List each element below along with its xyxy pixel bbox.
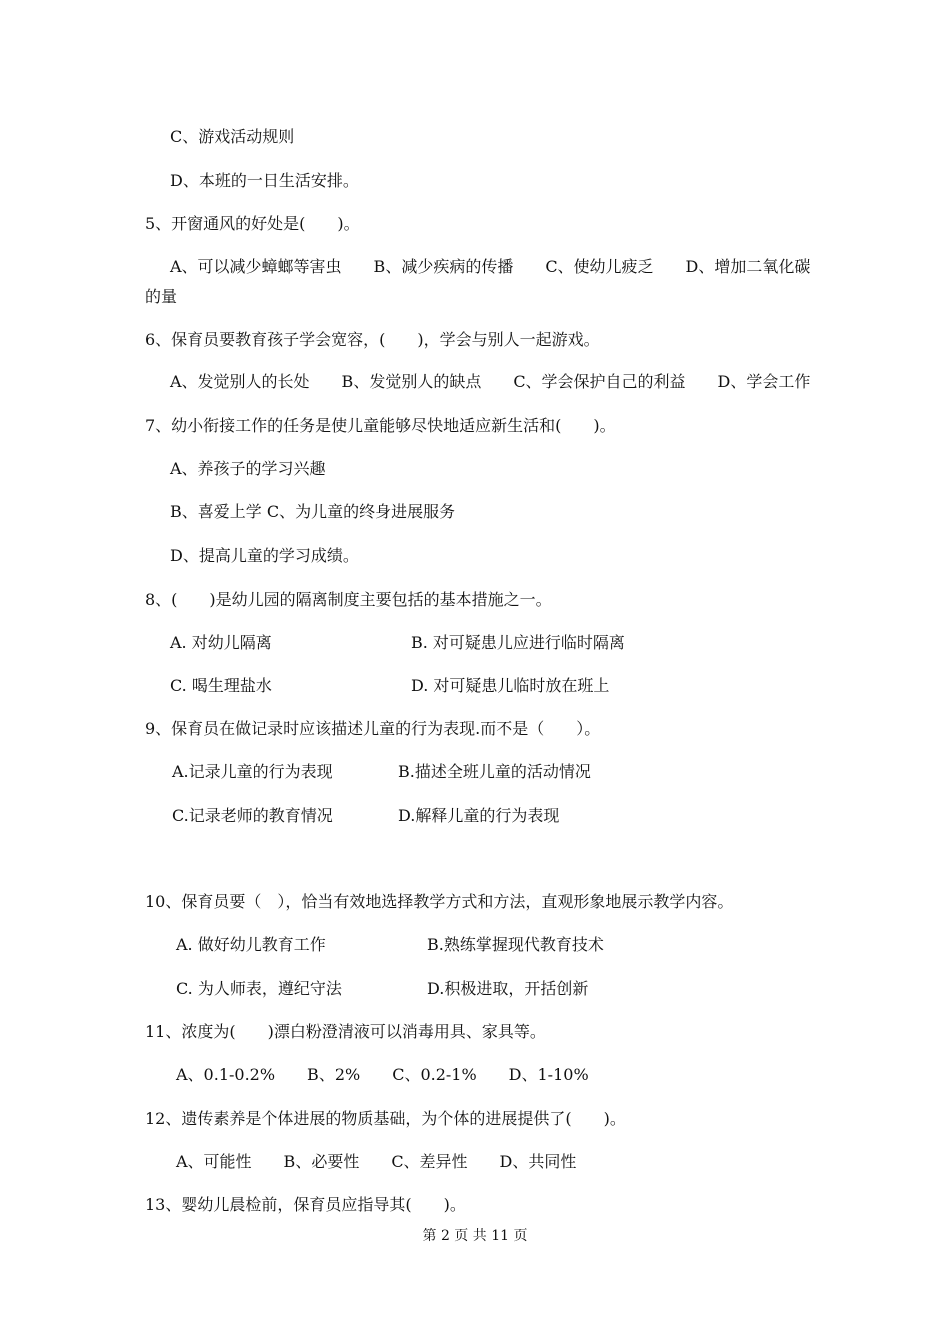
question-8-option-b: B. 对可疑患儿应进行临时隔离	[411, 633, 625, 652]
question-13: 13、婴幼儿晨检前，保育员应指导其( )。	[145, 1195, 466, 1214]
option-line: D、本班的一日生活安排。	[170, 171, 359, 190]
question-9: 9、保育员在做记录时应该描述儿童的行为表现.而不是（ ）。	[145, 719, 601, 738]
question-7: 7、幼小衔接工作的任务是使儿童能够尽快地适应新生活和( )。	[145, 416, 616, 435]
question-10-option-a: A. 做好幼儿教育工作	[176, 935, 326, 954]
question-8-option-d: D. 对可疑患儿临时放在班上	[411, 676, 610, 695]
question-10-option-b: B.熟练掌握现代教育技术	[427, 935, 604, 954]
question-10: 10、保育员要（ ），恰当有效地选择教学方式和方法，直观形象地展示教学内容。	[145, 892, 734, 911]
question-5-options-cont: 的量	[145, 287, 178, 306]
question-8-option-c: C. 喝生理盐水	[170, 676, 272, 695]
question-6: 6、保育员要教育孩子学会宽容，( )，学会与别人一起游戏。	[145, 330, 600, 349]
question-12: 12、遗传素养是个体进展的物质基础，为个体的进展提供了( )。	[145, 1109, 626, 1128]
question-8: 8、( )是幼儿园的隔离制度主要包括的基本措施之一。	[145, 590, 552, 609]
question-10-option-d: D.积极进取，开括创新	[427, 979, 589, 998]
page-footer: 第 2 页 共 11 页	[422, 1228, 528, 1244]
question-7-option-bc: B、喜爱上学 C、为儿童的终身进展服务	[170, 502, 456, 521]
question-10-option-c: C. 为人师表，遵纪守法	[176, 979, 342, 998]
question-11: 11、浓度为( )漂白粉澄清液可以消毒用具、家具等。	[145, 1022, 546, 1041]
question-7-option-d: D、提高儿童的学习成绩。	[170, 546, 359, 565]
question-12-options: A、可能性 B、必要性 C、差异性 D、共同性	[176, 1152, 577, 1171]
question-7-option-a: A、养孩子的学习兴趣	[170, 459, 326, 478]
question-9-option-a: A.记录儿童的行为表现	[172, 762, 333, 781]
question-9-option-d: D.解释儿童的行为表现	[398, 806, 560, 825]
question-9-option-c: C.记录老师的教育情况	[172, 806, 333, 825]
option-line: C、游戏活动规则	[170, 127, 295, 146]
question-11-options: A、0.1-0.2% B、2% C、0.2-1% D、1-10%	[176, 1065, 589, 1084]
question-5-options: A、可以减少蟑螂等害虫 B、减少疾病的传播 C、使幼儿疲乏 D、增加二氧化碳	[170, 257, 811, 276]
question-8-option-a: A. 对幼儿隔离	[170, 633, 272, 652]
question-5: 5、开窗通风的好处是( )。	[145, 214, 360, 233]
question-9-option-b: B.描述全班儿童的活动情况	[398, 762, 591, 781]
question-6-options: A、发觉别人的长处 B、发觉别人的缺点 C、学会保护自己的利益 D、学会工作	[170, 372, 811, 391]
